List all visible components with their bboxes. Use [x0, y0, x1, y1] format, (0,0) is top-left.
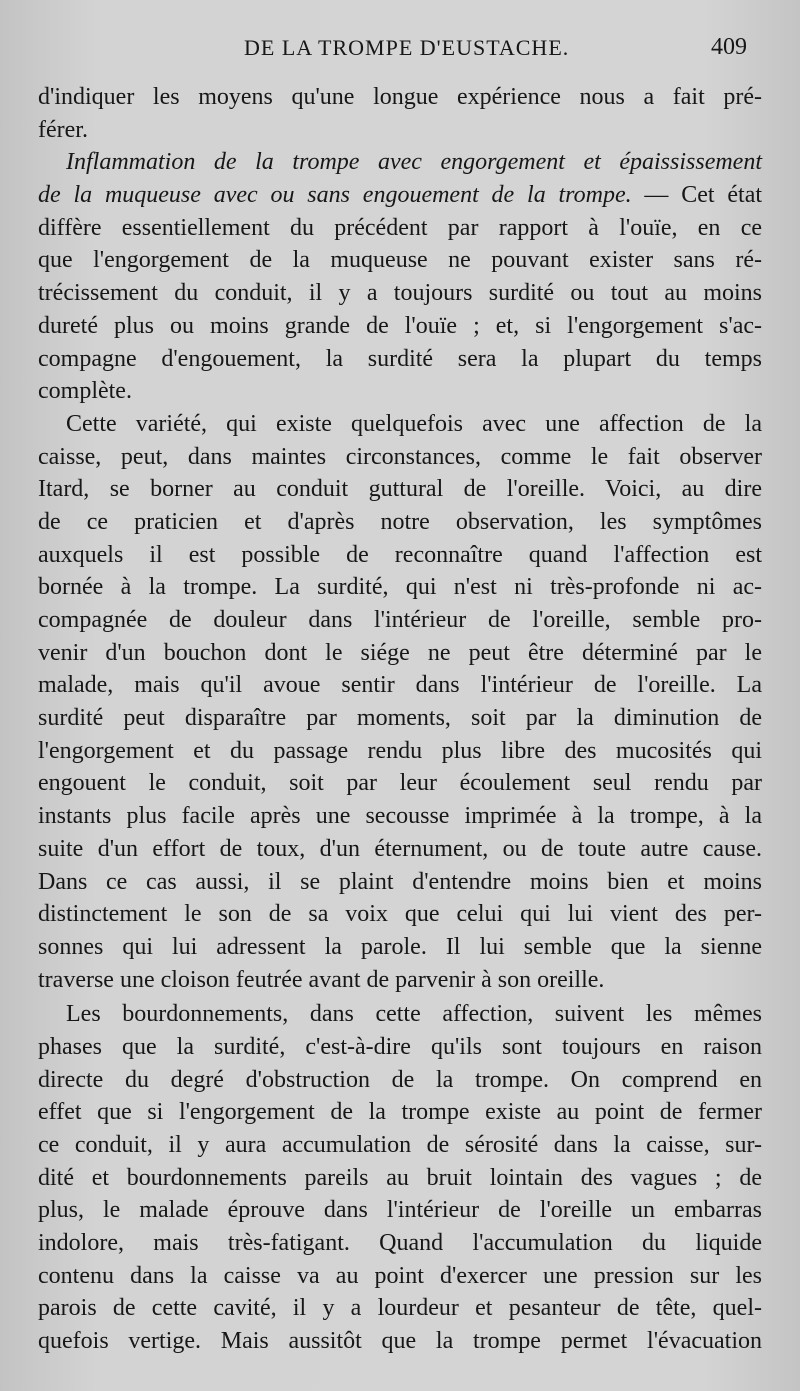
page-number: 409: [711, 34, 747, 60]
text-line: trécissement du conduit, il y a toujours surdité ou tout au moins: [38, 280, 762, 307]
text-line: Dans ce cas aussi, il se plaint d'entendre moins bien et moins: [38, 868, 762, 895]
text-line: contenu dans la caisse va au point d'exercer une pression sur les: [38, 1262, 762, 1289]
text-line: quefois vertige. Mais aussitôt que la trompe permet l'évacuation: [38, 1328, 762, 1355]
text-line: l'engorgement et du passage rendu plus libre des mucosités qui: [38, 737, 762, 764]
text-line: surdité peut disparaître par moments, soit par la diminution de: [38, 705, 762, 732]
text-line: distinctement le son de sa voix que celui qui lui vient des per-: [38, 901, 762, 928]
text-line: plus, le malade éprouve dans l'intérieur de l'oreille un embarras: [38, 1197, 762, 1224]
text-line: sonnes qui lui adressent la parole. Il lui semble que la sienne: [38, 933, 762, 960]
text-line: d'indiquer les moyens qu'une longue expérience nous a fait pré-: [38, 84, 762, 110]
body-text: [38, 81, 762, 1358]
text-line: compagne d'engouement, la surdité sera la plupart du temps: [38, 345, 762, 372]
text-line: complète.: [38, 378, 132, 405]
text-line: bornée à la trompe. La surdité, qui n'est ni très-profonde ni ac-: [38, 574, 762, 601]
text-line: auxquels il est possible de reconnaître quand l'affection est: [38, 541, 762, 568]
text-line: Cette variété, qui existe quelquefois avec une affection de la: [66, 410, 762, 437]
text-line: compagnée de douleur dans l'intérieur de l'oreille, semble pro-: [38, 607, 762, 633]
text-line: engouent le conduit, soit par leur écoulement seul rendu par: [38, 770, 762, 797]
text-line: que l'engorgement de la muqueuse ne pouvant exister sans ré-: [38, 247, 762, 274]
text-line: dité et bourdonnements pareils au bruit lointain des vagues ; de: [38, 1164, 762, 1191]
text-line: instants plus facile après une secousse imprimée à la trompe, à la: [38, 803, 762, 830]
text-line: indolore, mais très-fatigant. Quand l'accumulation du liquide: [38, 1230, 762, 1257]
text-line: Les bourdonnements, dans cette affection, suivent les mêmes: [66, 1001, 762, 1028]
text-line: effet que si l'engorgement de la trompe existe au point de fermer: [38, 1099, 762, 1126]
text-line: ce conduit, il y aura accumulation de sérosité dans la caisse, sur-: [38, 1132, 762, 1158]
page-header: [0, 33, 800, 67]
text-line: phases que la surdité, c'est-à-dire qu'ils sont toujours en raison: [38, 1033, 762, 1060]
text-line: caisse, peut, dans maintes circonstances, comme le fait observer: [38, 443, 762, 470]
section-heading-line: Inflammation de la trompe avec engorgement et épaississement: [66, 149, 762, 176]
text-line: parois de cette cavité, il y a lourdeur et pesanteur de tête, quel-: [38, 1295, 762, 1322]
section-heading-continuation: de la muqueuse avec ou sans engouement de la trompe.: [38, 182, 632, 209]
running-head: DE LA TROMPE D'EUSTACHE.: [244, 35, 570, 60]
text-line: directe du degré d'obstruction de la trompe. On comprend en: [38, 1066, 762, 1093]
text-line: Itard, se borner au conduit guttural de l'oreille. Voici, au dire: [38, 476, 762, 503]
text-line: malade, mais qu'il avoue sentir dans l'intérieur de l'oreille. La: [38, 672, 762, 699]
text-line: venir d'un bouchon dont le siége ne peut être déterminé par le: [38, 639, 762, 666]
text-line: diffère essentiellement du précédent par rapport à l'ouïe, en ce: [38, 214, 762, 241]
text-line: traverse une cloison feutrée avant de parvenir à son oreille.: [38, 966, 605, 993]
text-line: dureté plus ou moins grande de l'ouïe ; et, si l'engorgement s'ac-: [38, 312, 762, 339]
text-line: férer.: [38, 116, 88, 143]
section-text-start: — Cet état: [631, 182, 763, 209]
text-line: suite d'un effort de toux, d'un éternument, ou de toute autre cause.: [38, 835, 762, 862]
text-line: de ce praticien et d'après notre observation, les symptômes: [38, 508, 762, 535]
text-line: [38, 179, 762, 212]
